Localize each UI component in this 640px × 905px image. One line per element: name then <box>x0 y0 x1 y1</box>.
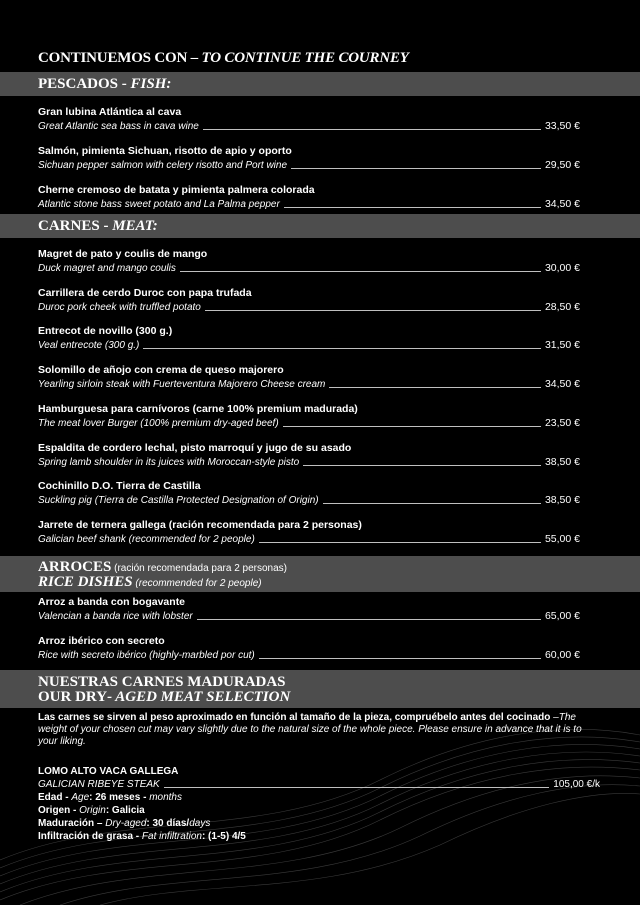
leader-line <box>197 619 541 620</box>
menu-item <box>38 519 580 549</box>
dish-name-es: Cherne cremoso de batata y pimienta palmera colorada <box>38 184 315 196</box>
dish-name-es: Carrillera de cerdo Duroc con papa trufada <box>38 287 252 299</box>
section-title-sep: - <box>99 218 113 234</box>
dish-price: 34,50 € <box>544 378 580 390</box>
menu-item <box>38 325 580 355</box>
leader-line <box>259 658 541 659</box>
page-title <box>38 50 409 67</box>
origin-label: Origen - <box>38 805 80 816</box>
section-header-fish <box>0 72 640 96</box>
dish-name-en: Great Atlantic sea bass in cava wine <box>38 121 199 132</box>
section-header-rice <box>0 556 640 592</box>
leader-line <box>164 787 550 788</box>
steak-fat <box>38 830 600 843</box>
dish-price: 30,00 € <box>544 262 580 274</box>
dish-name-en: Valencian a banda rice with lobster <box>38 611 193 622</box>
menu-item <box>38 403 580 433</box>
section-note-es: (ración recomendada para 2 personas) <box>111 563 288 574</box>
dish-name-en: Duck magret and mango coulis <box>38 263 176 274</box>
dish-name-es: Magret de pato y coulis de mango <box>38 248 208 260</box>
intro-es: Las carnes se sirven al peso aproximado en función al tamaño de la pieza, compruébelo antes del cocinado <box>38 712 551 723</box>
dish-name-en: Sichuan pepper salmon with celery risotto and Port wine <box>38 160 288 171</box>
section-title-es: ARROCES <box>38 559 112 575</box>
age-value-en: months <box>149 792 182 803</box>
dish-price: 38,50 € <box>544 456 580 468</box>
dish-price: 23,50 € <box>544 417 580 429</box>
menu-item <box>38 106 580 136</box>
steak-maturation <box>38 817 600 830</box>
section-title-es: CARNES <box>38 218 100 234</box>
section-title-line2-a: OUR DRY <box>38 689 108 705</box>
dish-price: 55,00 € <box>544 533 580 545</box>
dish-name-en: The meat lover Burger (100% premium dry-aged beef) <box>38 418 279 429</box>
menu-item <box>38 635 580 665</box>
dish-name-es: Salmón, pimienta Sichuan, risotto de apio y oporto <box>38 145 292 157</box>
page-title-es: CONTINUEMOS CON <box>38 50 188 66</box>
menu-item <box>38 480 580 510</box>
leader-line <box>143 348 541 349</box>
dish-name-en: Atlantic stone bass sweet potato and La Palma pepper <box>38 199 280 210</box>
dish-name-es: Arroz a banda con bogavante <box>38 596 186 608</box>
dish-name-es: Hamburguesa para carnívoros (carne 100% premium madurada) <box>38 403 358 415</box>
dish-price: 65,00 € <box>544 610 580 622</box>
menu-item <box>38 145 580 175</box>
page-title-sep: – <box>187 50 202 66</box>
leader-line <box>323 503 541 504</box>
maturation-value: : 30 días/ <box>146 818 190 829</box>
leader-line <box>203 129 541 130</box>
menu-item <box>38 442 580 472</box>
section-title-en: MEAT: <box>112 218 158 234</box>
dish-name-es: Espaldita de cordero lechal, pisto marroquí y jugo de su asado <box>38 442 352 454</box>
dish-name-es: Solomillo de añojo con crema de queso majorero <box>38 364 284 376</box>
fat-label: Infiltración de grasa - <box>38 831 142 842</box>
dish-price: 31,50 € <box>544 339 580 351</box>
menu-item <box>38 596 580 626</box>
steak-price: 105,00 €/k <box>553 779 600 790</box>
leader-line <box>283 426 541 427</box>
menu-item <box>38 364 580 394</box>
dish-name-es: Arroz ibérico con secreto <box>38 635 165 647</box>
dish-name-en: Veal entrecote (300 g.) <box>38 340 140 351</box>
dish-price: 60,00 € <box>544 649 580 661</box>
dish-price: 33,50 € <box>544 120 580 132</box>
dish-name-es: Jarrete de ternera gallega (ración recomendada para 2 personas) <box>38 519 362 531</box>
aged-meat-intro <box>38 712 598 748</box>
dish-name-en: Rice with secreto ibérico (highly-marbled por cut) <box>38 650 255 661</box>
origin-value: : Galicia <box>105 805 145 816</box>
section-note-en: (recommended for 2 people) <box>132 578 262 589</box>
dish-name-en: Spring lamb shoulder in its juices with Moroccan-style pisto <box>38 457 300 468</box>
section-header-meat <box>0 214 640 238</box>
dish-price: 29,50 € <box>544 159 580 171</box>
steak-name-es: LOMO ALTO VACA GALLEGA <box>38 766 179 777</box>
age-label: Edad - <box>38 792 72 803</box>
section-header-aged <box>0 670 640 708</box>
menu-item <box>38 248 580 278</box>
fat-label-en: Fat infiltration <box>141 831 202 842</box>
age-label-en: Age <box>71 792 90 803</box>
age-value: : 26 meses - <box>89 792 150 803</box>
maturation-label: Maduración – <box>38 818 106 829</box>
dish-name-es: Entrecot de novillo (300 g.) <box>38 325 173 337</box>
dish-name-en: Galician beef shank (recommended for 2 people) <box>38 534 255 545</box>
leader-line <box>284 207 541 208</box>
steak-age <box>38 791 600 804</box>
leader-line <box>180 271 541 272</box>
origin-label-en: Origin <box>79 805 106 816</box>
steak-origin <box>38 804 600 817</box>
menu-item <box>38 184 580 214</box>
section-title-es: PESCADOS <box>38 76 119 92</box>
leader-line <box>291 168 541 169</box>
dish-name-en: Duroc pork cheek with truffled potato <box>38 302 201 313</box>
dish-name-es: Gran lubina Atlántica al cava <box>38 106 182 118</box>
dish-name-en: Yearling sirloin steak with Fuerteventura Majorero Cheese cream <box>38 379 326 390</box>
leader-line <box>259 542 541 543</box>
section-title-line1: NUESTRAS CARNES MADURADAS <box>38 674 286 690</box>
leader-line <box>303 465 541 466</box>
section-title-sep: - <box>118 76 131 92</box>
menu-item <box>38 287 580 317</box>
fat-value: : (1-5) 4/5 <box>201 831 246 842</box>
dish-name-es: Cochinillo D.O. Tierra de Castilla <box>38 480 201 492</box>
maturation-value-en: days <box>189 818 211 829</box>
dish-price: 38,50 € <box>544 494 580 506</box>
dish-price: 34,50 € <box>544 198 580 210</box>
dish-name-en: Suckling pig (Tierra de Castilla Protected Designation of Origin) <box>38 495 319 506</box>
section-title-line2-b: - AGED MEAT SELECTION <box>107 689 291 705</box>
section-title-en: RICE DISHES <box>38 574 133 590</box>
intro-en: –The weight of your chosen cut may vary slightly due to the natural size of the whole piece. Please ensure in advance that it is to your liking. <box>38 712 582 747</box>
section-title-en: FISH: <box>130 76 172 92</box>
steak-item <box>38 765 600 843</box>
page-title-en: TO CONTINUE THE COURNEY <box>201 50 409 66</box>
steak-name-en: GALICIAN RIBEYE STEAK <box>38 779 160 790</box>
maturation-label-en: Dry-aged <box>105 818 147 829</box>
leader-line <box>329 387 541 388</box>
dish-price: 28,50 € <box>544 301 580 313</box>
leader-line <box>205 310 541 311</box>
